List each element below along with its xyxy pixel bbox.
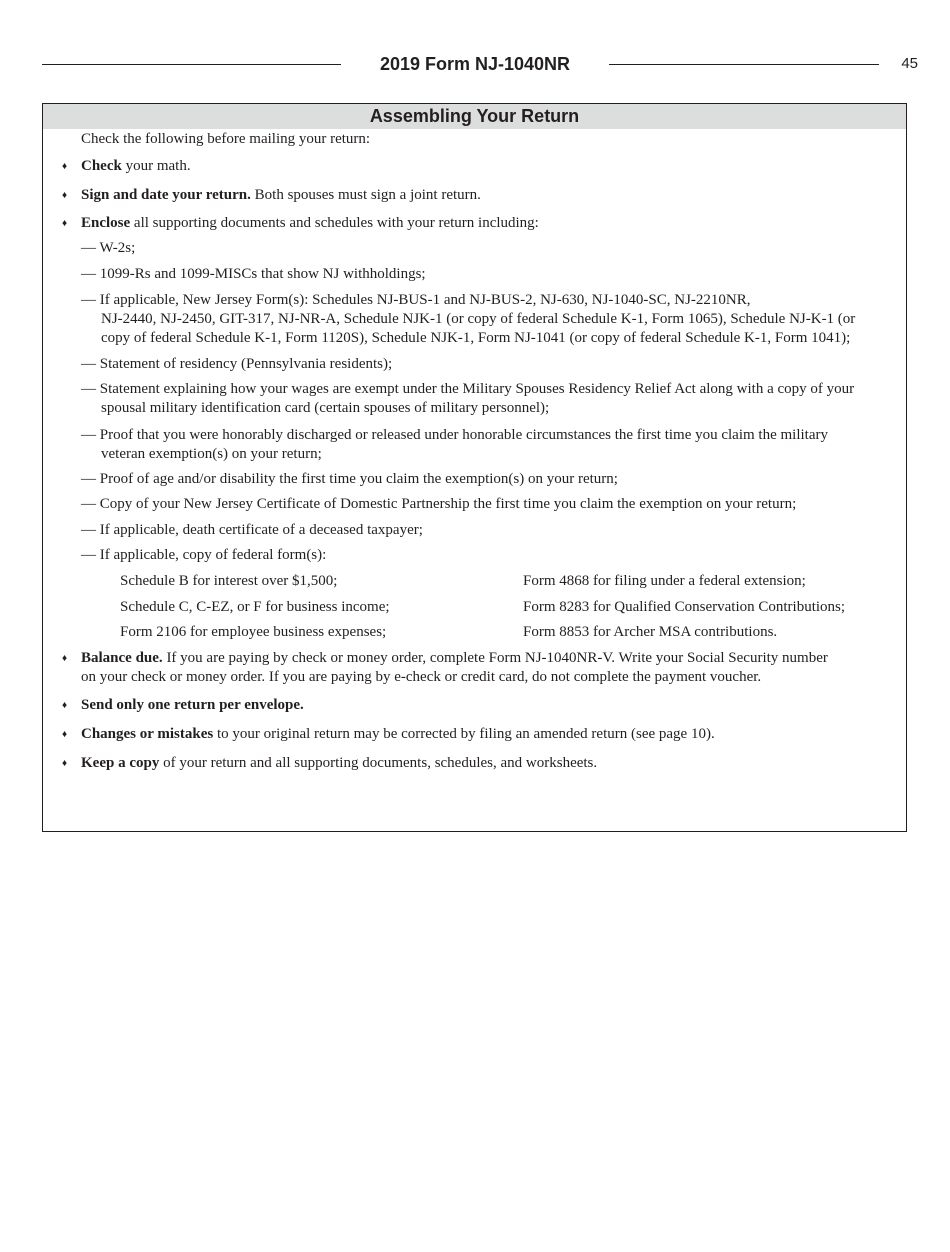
list-item-nj-forms-cont: NJ-2440, NJ-2450, GIT-317, NJ-NR-A, Schedule NJK-1 (or copy of federal Schedule K-1, Form 1065), Schedule NJ-K-1 (or bbox=[101, 311, 856, 327]
list-item-w2: — W-2s; bbox=[81, 240, 136, 256]
sign-item: Sign and date your return. Both spouses must sign a joint return. bbox=[81, 187, 481, 203]
balance-item: Balance due. If you are paying by check or money order, complete Form NJ-1040NR-V. Write your Social Security number bbox=[81, 650, 828, 666]
bullet-icon: ♦ bbox=[62, 700, 68, 711]
bullet-icon: ♦ bbox=[62, 161, 68, 172]
list-item-nj-forms-cont: copy of federal Schedule K-1, Form 1120S), Schedule NJK-1, Form NJ-1041 (or copy of federal Schedule K-1, Form 1041); bbox=[101, 330, 851, 346]
list-item-1099: — 1099-Rs and 1099-MISCs that show NJ withholdings; bbox=[81, 266, 426, 282]
assembling-return-box bbox=[42, 103, 907, 832]
federal-form-left: Form 2106 for employee business expenses; bbox=[120, 624, 387, 640]
federal-form-left: Schedule C, C-EZ, or F for business income; bbox=[120, 599, 390, 615]
bullet-icon: ♦ bbox=[62, 758, 68, 769]
section-title: Assembling Your Return bbox=[43, 104, 906, 129]
federal-form-left: Schedule B for interest over $1,500; bbox=[120, 573, 338, 589]
header-rule-right bbox=[609, 64, 879, 65]
header-rule-left bbox=[42, 64, 341, 65]
federal-form-right: Form 8283 for Qualified Conservation Contributions; bbox=[523, 599, 846, 615]
page-title: 2019 Form NJ-1040NR bbox=[379, 54, 571, 74]
federal-form-right: Form 4868 for filing under a federal extension; bbox=[523, 573, 806, 589]
list-item-age: — Proof of age and/or disability the first time you claim the exemption(s) on your return; bbox=[81, 471, 618, 487]
keep-item: Keep a copy of your return and all supporting documents, schedules, and worksheets. bbox=[81, 755, 598, 771]
list-item-death: — If applicable, death certificate of a deceased taxpayer; bbox=[81, 522, 423, 538]
check-item: Check your math. bbox=[81, 158, 191, 174]
list-item-partnership: — Copy of your New Jersey Certificate of Domestic Partnership the first time you claim the exemption on your return; bbox=[81, 496, 797, 512]
list-item-military-spouse: — Statement explaining how your wages are exempt under the Military Spouses Residency Relief Act along with a copy of your bbox=[81, 381, 855, 397]
federal-form-right: Form 8853 for Archer MSA contributions. bbox=[523, 624, 778, 640]
list-item-nj-forms: — If applicable, New Jersey Form(s): Schedules NJ-BUS-1 and NJ-BUS-2, NJ-630, NJ-1040-SC, NJ-2210NR, bbox=[81, 292, 751, 308]
changes-item: Changes or mistakes to your original return may be corrected by filing an amended return (see page 10). bbox=[81, 726, 715, 742]
list-item-military-spouse-cont: spousal military identification card (certain spouses of military personnel); bbox=[101, 400, 550, 416]
list-item-veteran: — Proof that you were honorably discharged or released under honorable circumstances the first time you claim the military bbox=[81, 427, 828, 443]
page-number: 45 bbox=[901, 55, 918, 72]
send-item: Send only one return per envelope. bbox=[81, 697, 304, 713]
bullet-icon: ♦ bbox=[62, 729, 68, 740]
enclose-item: Enclose all supporting documents and schedules with your return including: bbox=[81, 215, 539, 231]
balance-item-cont: on your check or money order. If you are paying by e-check or credit card, do not complete the payment voucher. bbox=[81, 669, 762, 685]
intro-text: Check the following before mailing your return: bbox=[81, 131, 371, 147]
list-item-residency: — Statement of residency (Pennsylvania residents); bbox=[81, 356, 393, 372]
bullet-icon: ♦ bbox=[62, 190, 68, 201]
list-item-veteran-cont: veteran exemption(s) on your return; bbox=[101, 446, 322, 462]
bullet-icon: ♦ bbox=[62, 218, 68, 229]
bullet-icon: ♦ bbox=[62, 653, 68, 664]
list-item-federal: — If applicable, copy of federal form(s): bbox=[81, 547, 327, 563]
